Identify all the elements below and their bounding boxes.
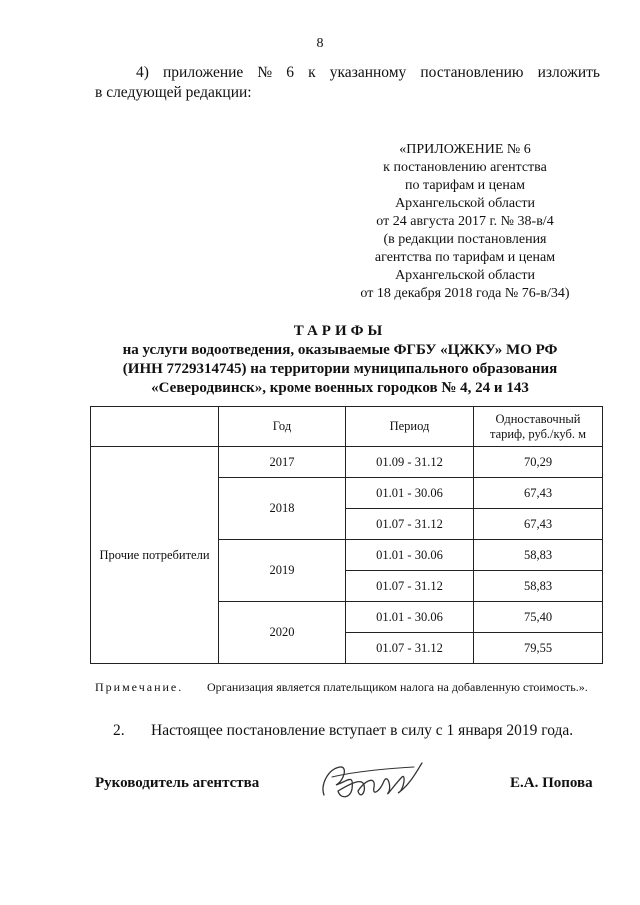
note-label: Примечание. [95,680,184,694]
table-note [95,680,603,695]
tariff-cell: 75,40 [474,602,603,633]
header-consumer [91,407,219,447]
tariff-cell: 58,83 [474,540,603,571]
annex-line: от 24 августа 2017 г. № 38-в/4 [376,214,554,229]
amendment-item-4-line2: в следующей редакции: [95,84,252,101]
tariff-table [90,406,603,664]
header-year: Год [219,407,346,447]
page-number: 8 [316,36,324,51]
amendment-item-4-line1 [95,63,600,83]
word: приложение [163,64,244,81]
year-cell: 2020 [219,602,346,664]
header-tariff-line2: тариф, руб./куб. м [489,426,587,441]
table-header-row [91,407,603,447]
period-cell: 01.07 - 31.12 [346,509,474,540]
annex-line: агентства по тарифам и ценам [374,250,556,265]
annex-line: по тарифам и ценам [405,178,525,193]
document-title [80,322,600,398]
title-line: «Северодвинск», кроме военных городков № 4, 24 и 143 [151,380,529,396]
signature-graphic [318,755,428,805]
word: 6 [286,64,295,81]
word: указанному [329,64,407,81]
period-cell: 01.07 - 31.12 [346,571,474,602]
period-cell: 01.01 - 30.06 [346,478,474,509]
annex-line: (в редакции постановления [383,232,547,247]
annex-line: Архангельской области [395,196,535,211]
tariff-cell: 79,55 [474,633,603,664]
signatory-role: Руководитель агентства [95,775,260,791]
period-cell: 01.01 - 30.06 [346,602,474,633]
annex-header [300,141,630,303]
word: изложить [537,64,600,81]
title-heading: ТАРИФЫ [293,323,387,339]
word: к [308,64,316,81]
tariff-cell: 67,43 [474,478,603,509]
period-cell: 01.01 - 30.06 [346,540,474,571]
year-cell: 2018 [219,478,346,540]
header-period: Период [346,407,474,447]
signatory-name: Е.А. Попова [510,775,593,791]
annex-line: Архангельской области [395,268,535,283]
handwritten-signature [318,755,428,810]
header-tariff-line1: Одноставочный [495,411,581,426]
word: № [257,64,273,81]
consumer-group-cell: Прочие потребители [91,447,219,664]
table-row [91,447,603,478]
item-number: 4) [136,64,149,81]
amendment-item-4 [95,63,600,103]
clause-2 [113,722,573,740]
word: постановлению [420,64,524,81]
annex-line: от 18 декабря 2018 года № 76-в/34) [360,286,570,301]
header-tariff [474,407,603,447]
year-cell: 2017 [219,447,346,478]
period-cell: 01.09 - 31.12 [346,447,474,478]
annex-line: «ПРИЛОЖЕНИЕ № 6 [399,142,531,157]
title-line: (ИНН 7729314745) на территории муниципального образования [122,361,558,377]
tariff-cell: 70,29 [474,447,603,478]
note-text: Организация является плательщиком налога на добавленную стоимость.». [207,680,588,694]
tariff-cell: 58,83 [474,571,603,602]
annex-line: к постановлению агентства [383,160,547,175]
year-cell: 2019 [219,540,346,602]
tariff-cell: 67,43 [474,509,603,540]
clause-number: 2. [113,722,125,739]
title-line: на услуги водоотведения, оказываемые ФГБУ «ЦЖКУ» МО РФ [122,342,558,358]
clause-text: Настоящее постановление вступает в силу с 1 января 2019 года. [151,722,574,739]
period-cell: 01.07 - 31.12 [346,633,474,664]
